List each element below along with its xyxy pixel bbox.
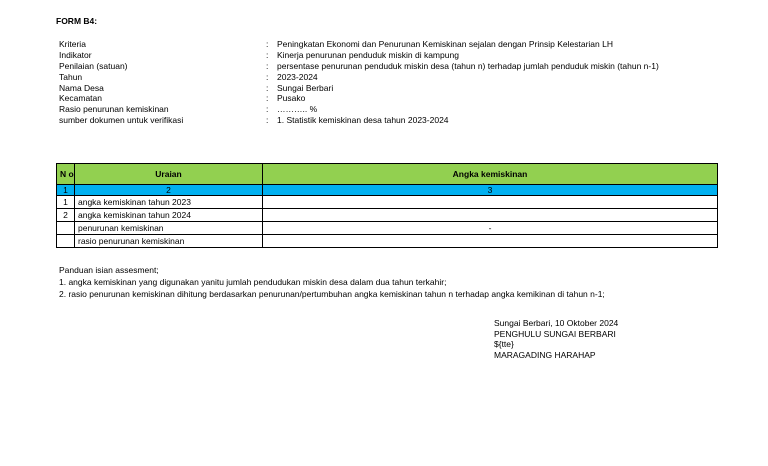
cell-no: 1: [57, 196, 75, 209]
header-angka: Angka kemiskinan: [263, 164, 718, 185]
meta-colon: :: [266, 82, 269, 93]
table-row: [57, 222, 718, 235]
cell-uraian: rasio penurunan kemiskinan: [75, 235, 263, 248]
meta-row-penilaian: [59, 61, 739, 72]
form-metadata: [59, 39, 739, 126]
meta-label: Tahun: [59, 71, 83, 82]
meta-value: 2023-2024: [277, 71, 318, 82]
meta-colon: :: [266, 104, 269, 115]
index-angka: 3: [263, 185, 718, 196]
meta-colon: :: [266, 39, 269, 49]
meta-value: Pusako: [277, 93, 306, 104]
meta-colon: :: [266, 49, 269, 60]
meta-value: persentase penurunan penduduk miskin desa (tahun n) terhadap jumlah penduduk miskin (tahun n-1): [277, 60, 659, 71]
meta-value: Kinerja penurunan penduduk miskin di kampung: [277, 49, 459, 60]
meta-label: Indikator: [59, 49, 92, 60]
guidance-item: 1. angka kemiskinan yang digunakan yanitu jumlah pendudukan miskin desa dalam dua tahun terkahir;: [59, 277, 447, 287]
index-no: 1: [57, 185, 75, 196]
header-uraian: Uraian: [75, 164, 263, 185]
meta-row-indikator: [59, 50, 739, 61]
meta-value: 1. Statistik kemiskinan desa tahun 2023-2024: [277, 115, 449, 126]
meta-colon: :: [266, 60, 269, 71]
meta-row-rasio: [59, 104, 739, 115]
meta-value: Peningkatan Ekonomi dan Penurunan Kemiskinan sejalan dengan Prinsip Kelestarian LH: [277, 39, 613, 49]
poverty-table: [56, 163, 718, 248]
table-row: [57, 209, 718, 222]
signature-name: MARAGADING HARAHAP: [494, 349, 596, 360]
table-row: [57, 196, 718, 209]
signature-placeholder: ${tte}: [494, 339, 514, 350]
guidance-notes: [59, 264, 605, 300]
cell-uraian: penurunan kemiskinan: [75, 222, 263, 235]
cell-uraian: angka kemiskinan tahun 2024: [75, 209, 263, 222]
cell-angka[interactable]: [263, 209, 718, 222]
meta-row-tahun: [59, 72, 739, 83]
guidance-item: 2. rasio penurunan kemiskinan dihitung berdasarkan penurunan/pertumbuhan angka kemiskinan tahun n terhadap angka kemikinan di tahun n-1;: [59, 289, 605, 299]
meta-row-nama-desa: [59, 83, 739, 94]
table-header-row: [57, 164, 718, 185]
cell-no: [57, 235, 75, 248]
meta-label: Kecamatan: [59, 93, 102, 104]
signature-place-date: Sungai Berbari, 10 Oktober 2024: [494, 318, 619, 328]
meta-row-kecamatan: [59, 93, 739, 104]
cell-no: [57, 222, 75, 235]
meta-value: Sungai Berbari: [277, 82, 334, 93]
guidance-title: Panduan isian assesment;: [59, 265, 159, 275]
meta-label: Nama Desa: [59, 82, 104, 93]
signature-block: [494, 318, 618, 360]
cell-no: 2: [57, 209, 75, 222]
header-no: N o: [57, 164, 75, 185]
cell-angka[interactable]: [263, 235, 718, 248]
cell-angka[interactable]: [263, 196, 718, 209]
signature-position: PENGHULU SUNGAI BERBARI: [494, 328, 616, 339]
meta-row-kriteria: [59, 39, 739, 50]
meta-row-sumber: [59, 115, 739, 126]
form-title: FORM B4:: [56, 16, 98, 26]
meta-colon: :: [266, 71, 269, 82]
meta-colon: :: [266, 93, 269, 104]
meta-label: sumber dokumen untuk verifikasi: [59, 115, 184, 126]
cell-uraian: angka kemiskinan tahun 2023: [75, 196, 263, 209]
cell-angka[interactable]: -: [263, 222, 718, 235]
meta-value: ……….. %: [277, 104, 318, 115]
index-uraian: 2: [75, 185, 263, 196]
meta-colon: :: [266, 115, 269, 126]
table-row: [57, 235, 718, 248]
meta-label: Penilaian (satuan): [59, 60, 128, 71]
meta-label: Kriteria: [59, 39, 86, 49]
meta-label: Rasio penurunan kemiskinan: [59, 104, 169, 115]
table-index-row: [57, 185, 718, 196]
